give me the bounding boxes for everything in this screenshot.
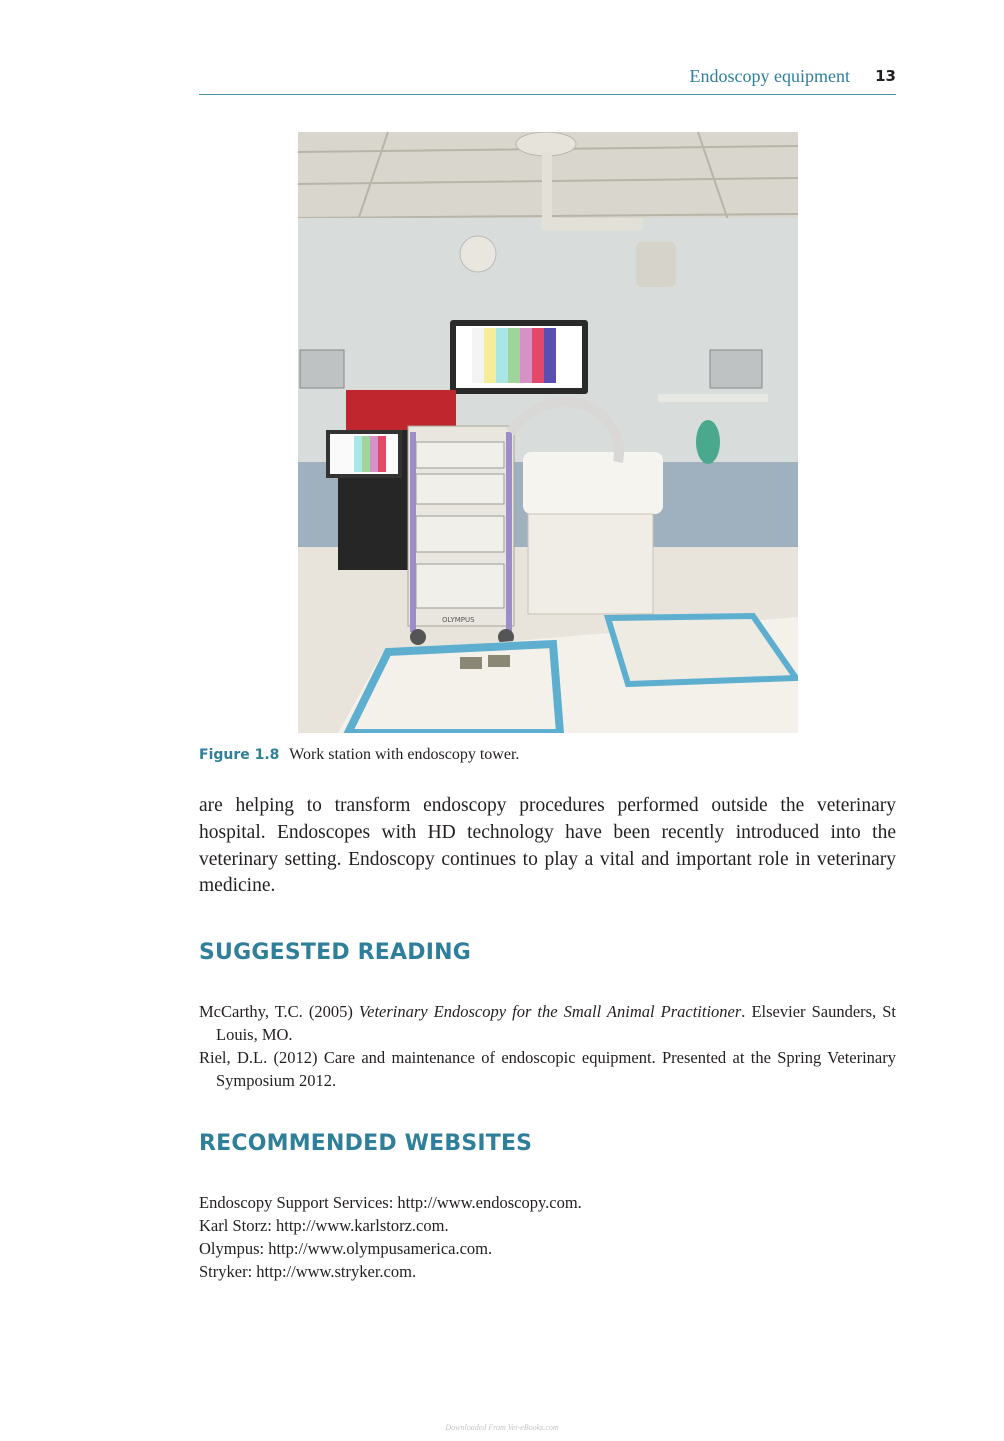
photo-brand-text: OLYMPUS <box>442 616 475 624</box>
website-list <box>199 1191 896 1283</box>
reference-text: Riel, D.L. (2012) Care and maintenance of endoscopic equipment. Presented at the Spring Veterinary Symposium 2012. <box>199 1048 896 1090</box>
reference-title: Veterinary Endoscopy for the Small Animal Practitioner <box>358 1002 742 1021</box>
reference-item <box>199 1000 896 1046</box>
reference-text: . Elsevier Saunders, St Louis, MO. <box>216 1002 896 1044</box>
page-number: 13 <box>875 67 896 85</box>
website-item: Olympus: http://www.olympusamerica.com. <box>199 1239 493 1258</box>
running-header <box>199 62 896 95</box>
website-item: Karl Storz: http://www.karlstorz.com. <box>199 1216 449 1235</box>
running-title: Endoscopy equipment <box>689 66 850 86</box>
body-paragraph: are helping to transform endoscopy procedures performed outside the veterinary hospital. Endoscopes with HD technology have been recently introduced into the veterinary setting. Endoscopy continues to play a vital and important role in veterinary medicine. <box>199 795 896 897</box>
website-item: Endoscopy Support Services: http://www.endoscopy.com. <box>199 1193 582 1212</box>
reference-text: McCarthy, T.C. (2005) <box>199 1002 359 1021</box>
figure-caption-text: Work station with endoscopy tower. <box>289 746 520 763</box>
figure-photo <box>298 132 798 733</box>
recommended-websites-heading: RECOMMENDED WEBSITES <box>199 1131 533 1156</box>
suggested-reading-heading: SUGGESTED READING <box>199 940 471 965</box>
figure-caption <box>199 746 896 764</box>
reference-list <box>199 1000 896 1092</box>
figure-label: Figure 1.8 <box>199 747 280 763</box>
website-item: Stryker: http://www.stryker.com. <box>199 1262 417 1281</box>
reference-item <box>199 1046 896 1092</box>
footer-note: Downloaded From Vet-eBooks.com <box>445 1423 559 1432</box>
